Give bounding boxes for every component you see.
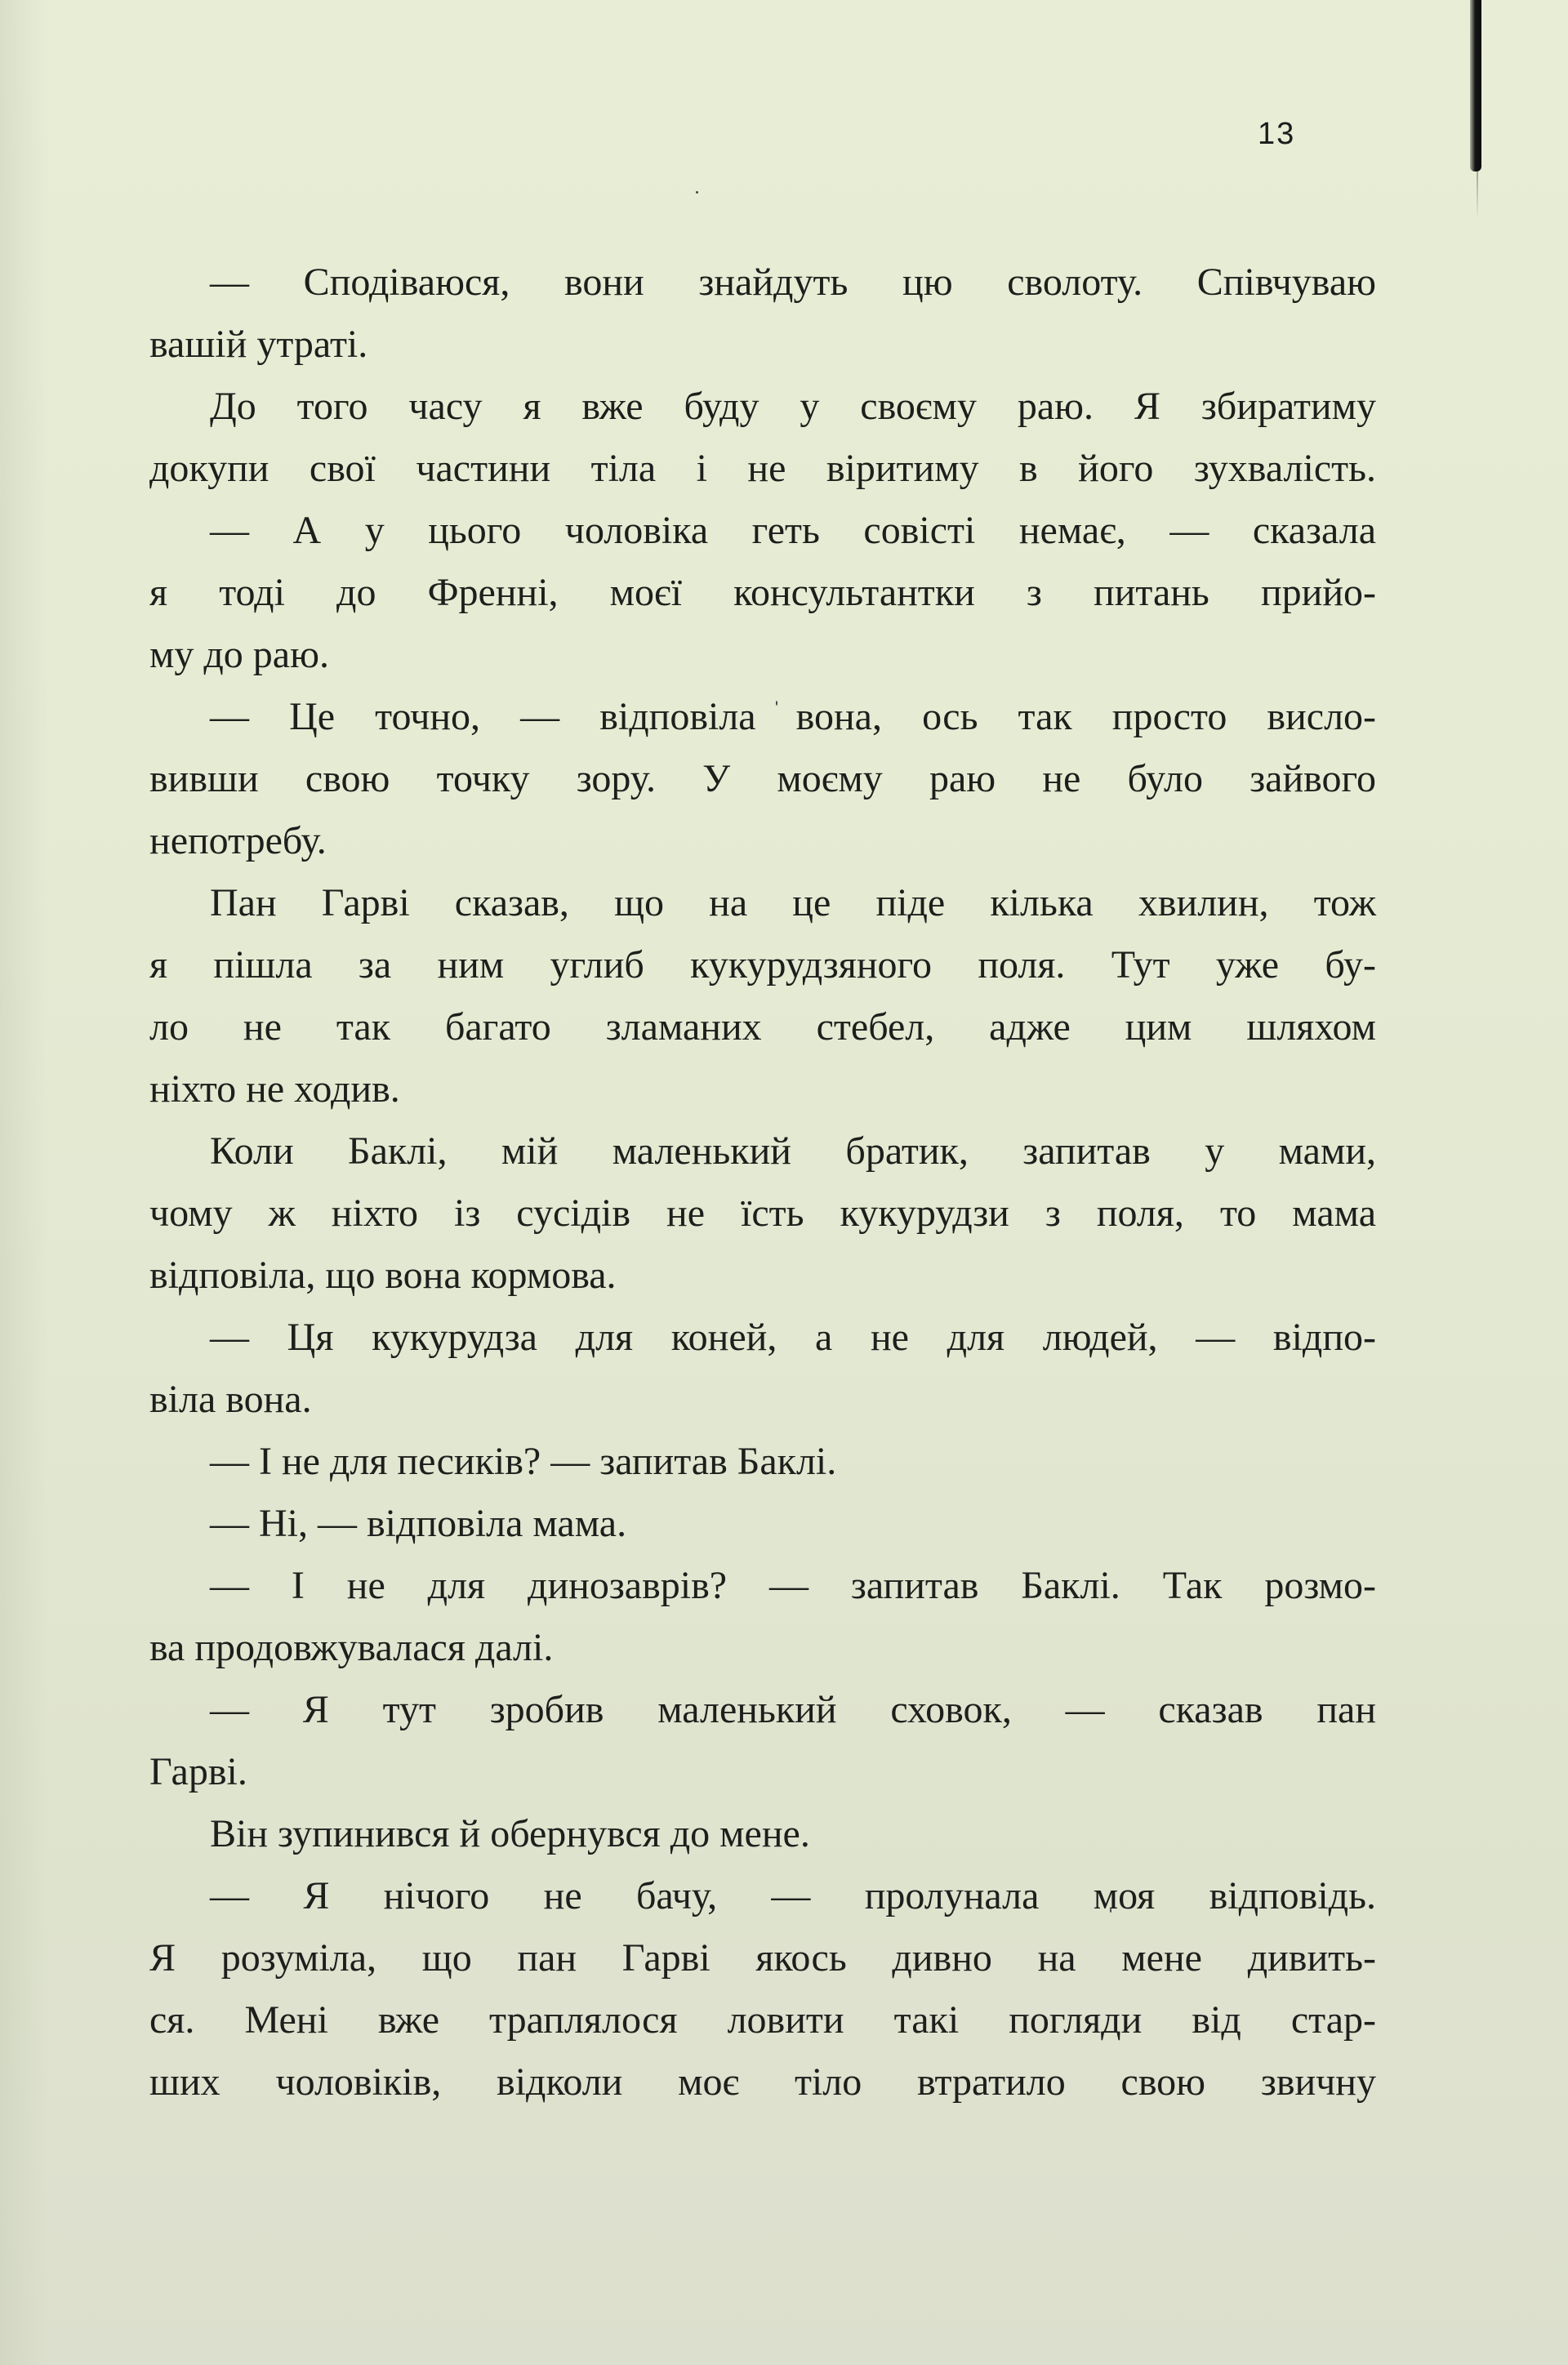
- body-text: [149, 258, 1376, 2120]
- text-line: — І не для песиків? — запитав Баклі.: [210, 1440, 837, 1483]
- text-line: вивши свою точку зору. У моєму раю не було зайвого: [149, 757, 1376, 800]
- text-line: — Я нічого не бачу, — пролунала моя відповідь.: [210, 1874, 1376, 1917]
- text-line: — Це точно, — відповіла вона, ось так просто висло-: [210, 695, 1376, 738]
- text-line: Пан Гарві сказав, що на це піде кілька хвилин, тож: [210, 881, 1376, 924]
- text-line: — Я тут зробив маленький сховок, — сказав пан: [210, 1688, 1376, 1731]
- text-line: Гарві.: [149, 1750, 247, 1793]
- page-shadow: [0, 0, 49, 2365]
- text-line: ло не так багато зламаних стебел, адже цим шляхом: [149, 1005, 1376, 1049]
- page-number: 13: [1258, 117, 1296, 151]
- text-line: докупи свої частини тіла і не віритиму в його зухвалість.: [149, 447, 1376, 490]
- text-line: До того часу я вже буду у своєму раю. Я збиратиму: [210, 385, 1376, 428]
- book-binding-edge: [1470, 0, 1481, 171]
- text-line: ся. Мені вже траплялося ловити такі погляди від стар-: [149, 1998, 1376, 2042]
- text-line: чому ж ніхто із сусідів не їсть кукурудзи з поля, то мама: [149, 1191, 1376, 1235]
- text-line: вашій утраті.: [149, 323, 368, 366]
- text-line: Я розуміла, що пан Гарві якось дивно на мене дивить-: [149, 1936, 1376, 1980]
- text-line: — Ця кукурудза для коней, а не для людей, — відпо-: [210, 1316, 1376, 1359]
- text-line: ва продовжувалася далі.: [149, 1626, 554, 1669]
- text-line: — І не для динозаврів? — запитав Баклі. Так розмо-: [210, 1564, 1376, 1607]
- text-line: відповіла, що вона кормова.: [149, 1254, 617, 1297]
- book-binding-shadow: [1477, 171, 1478, 220]
- paper-speck: [696, 191, 698, 194]
- text-line: віла вона.: [149, 1378, 312, 1421]
- text-line: непотребу.: [149, 819, 327, 862]
- text-line: Він зупинився й обернувся до мене.: [210, 1812, 810, 1855]
- text-line: — А у цього чоловіка геть совісті немає, — сказала: [210, 509, 1376, 552]
- text-line: ніхто не ходив.: [149, 1067, 400, 1111]
- text-line: — Сподіваюся, вони знайдуть цю сволоту. Співчуваю: [210, 261, 1376, 304]
- text-line: ших чоловіків, відколи моє тіло втратило свою звичну: [149, 2060, 1376, 2104]
- text-line: я тоді до Френні, моєї консультантки з питань прийо-: [149, 571, 1376, 614]
- text-line: му до раю.: [149, 633, 329, 676]
- text-line: я пішла за ним углиб кукурудзяного поля. Тут уже бу-: [149, 943, 1376, 987]
- text-line: — Ні, — відповіла мама.: [210, 1502, 627, 1545]
- text-line: Коли Баклі, мій маленький братик, запитав у мами,: [210, 1129, 1376, 1173]
